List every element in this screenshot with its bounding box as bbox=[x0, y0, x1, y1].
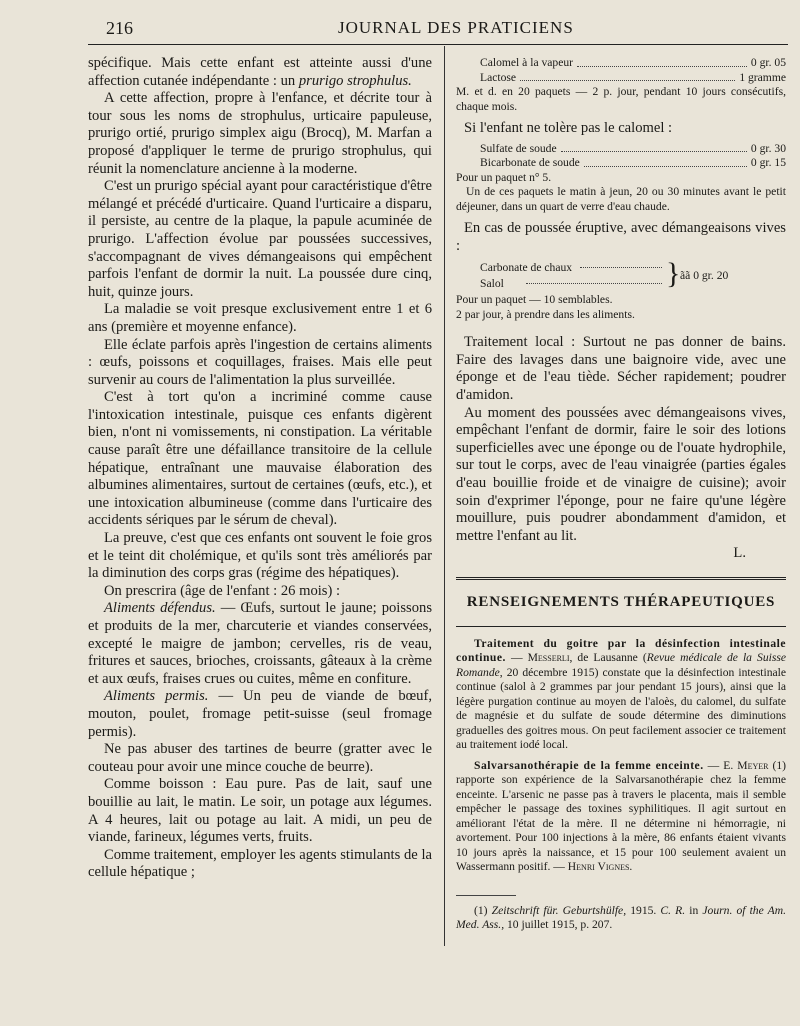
paragraph: C'est un prurigo spécial ayant pour caractéristique d'être mélangé et précédé d'urticaire. Quand l'urticaire a disparu, il persiste, au centre de la plaque, la papule acuminée de prurigo. L'affection évolue par poussées successives, s'accompagnant de vives démangeaisons qui empêchent parfois l'enfant de dormir la nuit. La poussée dure cinq, huit, quinze jours. bbox=[88, 178, 432, 300]
paragraph: Elle éclate parfois après l'ingestion de certains aliments : œufs, poissons et coquillages, fraises. Mais elle peut survenir au cours de l'alimentation la plus surveillée. bbox=[88, 336, 432, 388]
paragraph: En cas de poussée éruptive, avec démangeaisons vives : bbox=[456, 220, 786, 254]
therapeutic-entry: Salvarsanothérapie de la femme enceinte. — E. Meyer (1) rapporte son expérience de la Salvarsanothérapie chez la femme enceinte. L'arsenic ne passe pas à travers le placenta, mais il semble empêcher le passage des toxines syphilitiques. Il agit surtout en améliorant l'état de la mère. Il ne détermine ni hémorragie, ni avortement. Pour 100 injections à la mère, 86 enfants étaient vivants 10 jours après la naissance, et 15 pour 100 seulement avaient un Wassermann positif. — Henri Vignes. bbox=[456, 758, 786, 874]
prescription-line: Bicarbonate de soude 0 gr. 15 bbox=[480, 156, 786, 170]
brace-glyph: } bbox=[666, 257, 681, 291]
paragraph: Si l'enfant ne tolère pas le calomel : bbox=[464, 120, 673, 136]
paragraph: A cette affection, propre à l'enfance, et décrite tour à tour sous les noms de strophulus, urticaire papuleuse, prurigo ortié, prurigo simplex aigu (Brocq), M. Marfan a proposé d'appliquer le terme de prurigo strophulus, qui réunit la nomenclature ancienne à la moderne. bbox=[88, 90, 432, 177]
prescription-note: M. et d. en 20 paquets — 2 p. jour, pendant 10 jours consécutifs, chaque mois. bbox=[456, 85, 786, 113]
left-column bbox=[88, 55, 432, 882]
paragraph: La preuve, c'est que ces enfants ont souvent le foie gros et le teint dit cholémique, et qu'ils sont très améliorés par la diminution des corps gras (régime des hépatiques). bbox=[88, 530, 432, 582]
prescription-note: Pour un paquet n° 5. bbox=[456, 170, 552, 184]
paragraph: Traitement local : Surtout ne pas donner de bains. Faire des lavages dans une baignoire vide, avec une éponge et de l'eau tiède. Sécher rapidement; poudrer d'amidon. bbox=[456, 334, 786, 404]
section-title: RENSEIGNEMENTS THÉRAPEUTIQUES bbox=[466, 594, 776, 610]
paragraph: Aliments permis. — Un peu de viande de bœuf, mouton, poulet, fromage petit-suisse (seul fromage permis). bbox=[88, 688, 432, 740]
paragraph: Aliments défendus. — Œufs, surtout le jaune; poissons et produits de la mer, charcuterie et viandes conservées, excepté le maigre de jambon; cervelles, ris de veau, fritures et sauces, brioches, croissants, gâteaux à la crème et aux œufs, fraises crues ou cuites, même en confiture. bbox=[88, 600, 432, 687]
paragraph: C'est à tort qu'on a incriminé comme cause l'intoxication intestinale, puisque ces enfants digèrent bien, n'ont ni vomissements, ni constipation. La véritable cause paraît être une défaillance transitoire de la cellule hépatique, entraînant une mauvaise élaboration des albumines alimentaires, surtout de certaines (œufs, etc.), et une intoxication albumineuse (comme dans l'urticaire des accidents sériques par le sérum de cheval). bbox=[88, 389, 432, 529]
column-divider bbox=[444, 46, 445, 946]
dot-leader bbox=[580, 267, 662, 268]
prescription-dose: ãã 0 gr. 20 bbox=[680, 269, 729, 283]
section-rule bbox=[456, 626, 786, 627]
dot-leader bbox=[526, 283, 662, 284]
paragraph: On prescrira (âge de l'enfant : 26 mois) : bbox=[104, 582, 341, 599]
paragraph: Comme boisson : Eau pure. Pas de lait, sauf une bouillie au lait, le matin. Le soir, un potage aux légumes. A 4 heures, lait ou potage au lait. A midi, un peu de viande, farineux, légumes verts, fruits. bbox=[88, 776, 432, 846]
prescription-note: Un de ces paquets le matin à jeun, 20 ou 30 minutes avant le petit déjeuner, dans un quart de verre d'eau chaude. bbox=[456, 185, 786, 213]
prescription-note: 2 par jour, à prendre dans les aliments. bbox=[456, 307, 635, 321]
prescription-line: Lactose 1 gramme bbox=[480, 70, 786, 84]
section-rule bbox=[456, 577, 786, 580]
prescription-brace bbox=[456, 259, 786, 293]
paragraph: Ne pas abuser des tartines de beurre (gratter avec le couteau pour avoir une mince couche de beurre). bbox=[88, 741, 432, 775]
prescription-line: Calomel à la vapeur 0 gr. 05 bbox=[480, 56, 786, 69]
footnote-rule bbox=[456, 895, 516, 896]
paragraph: Au moment des poussées avec démangeaisons vives, empêchant l'enfant de dormir, faire le soir des lotions superficielles avec une éponge ou de l'ouate hydrophile, sur tout le corps, avec de l'eau vinaigrée (parties égales d'eau bouillie froide et de vinaigre de cuisine); avoir soin d'exprimer l'éponge, pour ne faire qu'une légère mouillure, puis poudrer abondamment d'amidon, et mettre l'enfant au lit. bbox=[456, 404, 786, 544]
prescription-note: Pour un paquet — 10 semblables. bbox=[456, 293, 613, 307]
paragraph: spécifique. Mais cette enfant est atteinte aussi d'une affection cutanée indépendante : un prurigo strophulus. bbox=[88, 55, 432, 89]
header-rule bbox=[88, 44, 788, 45]
prescription-line: Carbonate de chaux bbox=[480, 261, 573, 275]
signature: L. bbox=[733, 545, 746, 562]
footnote: (1) Zeitschrift für. Geburtshülfe, 1915. C. R. in Journ. of the Am. Med. Ass., 10 juillet 1915, p. 207. bbox=[456, 903, 787, 932]
paragraph: Comme traitement, employer les agents stimulants de la cellule hépatique ; bbox=[88, 846, 432, 881]
prescription-line: Salol bbox=[480, 277, 504, 291]
therapeutic-entry: Traitement du goitre par la désinfection intestinale continue. — Messerli, de Lausanne (Revue médicale de la Suisse Romande, 20 décembre 1915) constate que la désinfection intestinale continue (salol à 2 grammes par jour pendant 15 jours), ainsi que la légère purgation continue au moyen de l'aloès, du calomel, du sulfate de magnésie et du sulfate de soude détermine des diminutions graduelles des goitres mous. On peut facilement associer ce traitement au traitement iodé local. bbox=[456, 636, 787, 752]
right-column bbox=[456, 56, 786, 933]
journal-title: JOURNAL DES PRATICIENS bbox=[338, 18, 574, 37]
paragraph: La maladie se voit presque exclusivement entre 1 et 6 ans (première et moyenne enfance). bbox=[88, 301, 432, 335]
prescription-line: Sulfate de soude 0 gr. 30 bbox=[480, 141, 786, 155]
page-number: 216 bbox=[106, 18, 133, 38]
page-header bbox=[70, 18, 770, 42]
